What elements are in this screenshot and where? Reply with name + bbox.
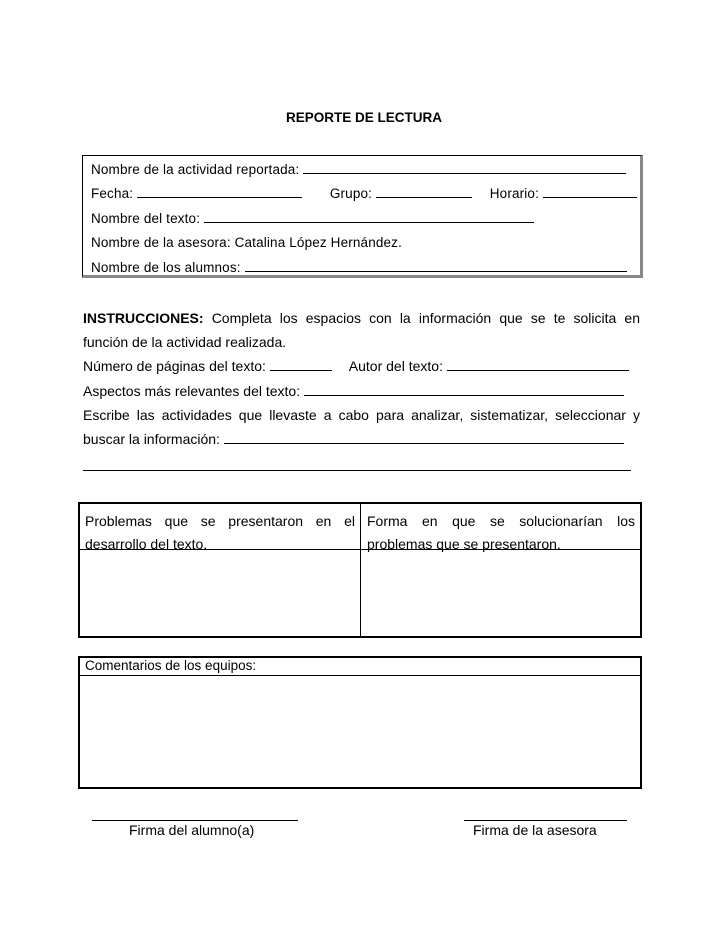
instructions-heading: INSTRUCCIONES: <box>83 310 204 326</box>
text-name-field[interactable] <box>204 210 534 223</box>
advisor-signature-label: Firma de la asesora <box>473 822 597 838</box>
text-name-row <box>91 210 534 226</box>
problems-header: Problemas que se presentaron en el desarrollo del texto. <box>85 513 355 552</box>
student-signature-label: Firma del alumno(a) <box>129 822 255 838</box>
solutions-header: Forma en que se solucionarían los problemas que se presentaron. <box>367 513 635 552</box>
aspects-label: Aspectos más relevantes del texto: <box>83 383 301 399</box>
problems-cell[interactable] <box>80 550 360 638</box>
instructions-text: Completa los espacios con la información que se te solicita en <box>211 310 641 326</box>
advisor-signature-line[interactable] <box>464 820 627 821</box>
page-title: REPORTE DE LECTURA <box>285 110 442 125</box>
activities-label: buscar la información: <box>83 431 220 447</box>
students-row <box>91 259 627 275</box>
comments-table <box>78 656 642 789</box>
info-box <box>82 155 643 278</box>
author-label: Autor del texto: <box>348 358 443 374</box>
activity-label: Nombre de la actividad reportada: <box>91 162 300 177</box>
date-field[interactable] <box>137 185 302 198</box>
instructions-line2: función de la actividad realizada. <box>83 334 287 350</box>
problems-table <box>78 502 642 638</box>
aspects-row <box>83 383 640 399</box>
date-group-schedule-row <box>91 185 637 201</box>
aspects-field[interactable] <box>304 383 624 396</box>
comments-cell[interactable] <box>80 676 640 787</box>
group-field[interactable] <box>376 185 472 198</box>
pages-author-row <box>83 358 640 374</box>
activities-row2 <box>83 431 640 447</box>
solutions-cell[interactable] <box>361 550 640 638</box>
schedule-label: Horario: <box>489 186 539 201</box>
student-signature-line[interactable] <box>92 820 298 821</box>
students-label: Nombre de los alumnos: <box>91 260 241 275</box>
activities-field[interactable] <box>224 431 624 444</box>
schedule-field[interactable] <box>543 185 637 198</box>
group-label: Grupo: <box>329 186 373 201</box>
comments-header: Comentarios de los equipos: <box>85 658 257 673</box>
date-label: Fecha: <box>91 186 134 201</box>
students-field[interactable] <box>245 259 627 272</box>
pages-label: Número de páginas del texto: <box>83 358 266 374</box>
activities-line1: Escribe las actividades que llevaste a cabo para analizar, sistematizar, seleccionar y <box>83 407 640 423</box>
advisor-line: Nombre de la asesora: Catalina López Hernández. <box>91 235 402 250</box>
activity-field[interactable] <box>303 161 626 174</box>
author-field[interactable] <box>447 358 629 371</box>
text-name-label: Nombre del texto: <box>91 211 201 226</box>
activities-extra-line[interactable] <box>83 470 631 471</box>
activity-row <box>91 161 626 177</box>
instructions-line1 <box>83 310 640 326</box>
pages-field[interactable] <box>270 358 332 371</box>
